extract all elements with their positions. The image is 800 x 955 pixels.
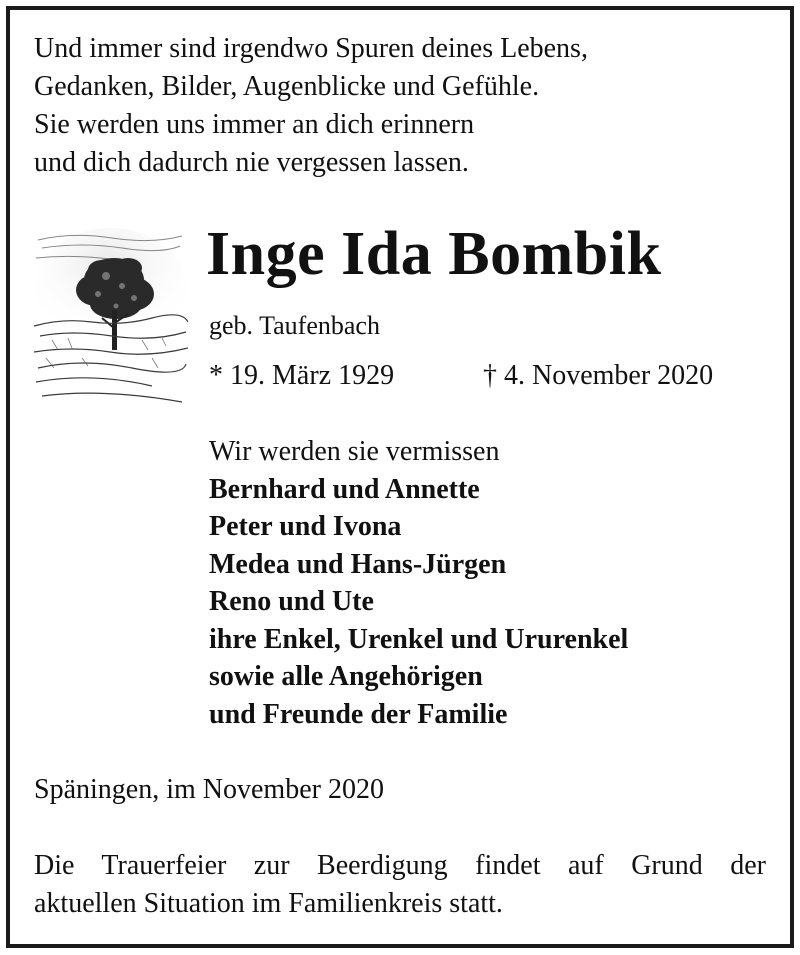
notice-line: Die Trauerfeier zur Beerdigung findet auf Grund der [34,850,766,881]
notice-line: aktuellen Situation im Familienkreis statt. [34,888,503,919]
mourner-line: Medea und Hans-Jürgen [209,548,507,580]
mourner-line: sowie alle Angehörigen [209,661,483,692]
mourner-line: ihre Enkel, Urenkel und Ururenkel [209,623,629,655]
mourner-line: Bernhard und Annette [209,473,480,505]
maiden-name: geb. Taufenbach [209,311,380,340]
poem [34,30,588,182]
poem-line: Sie werden uns immer an dich erinnern [34,109,475,140]
mourners-intro: Wir werden sie vermissen [209,436,500,467]
mourner-line: Peter und Ivona [209,511,402,542]
poem-line: und dich dadurch nie vergessen lassen. [34,147,469,178]
tree-landscape-icon [32,218,188,408]
mourners-list [209,433,628,733]
mourner-line: und Freunde der Familie [209,698,508,730]
deceased-name: Inge Ida Bombik [206,220,662,288]
death-date: † 4. November 2020 [483,360,714,391]
place-date: Späningen, im November 2020 [34,774,384,805]
poem-line: Gedanken, Bilder, Augenblicke und Gefühle. [34,71,540,102]
poem-line: Und immer sind irgendwo Spuren deines Lebens, [34,33,588,64]
mourner-line: Reno und Ute [209,586,374,617]
funeral-notice [34,847,766,923]
birth-date: * 19. März 1929 [209,360,395,391]
